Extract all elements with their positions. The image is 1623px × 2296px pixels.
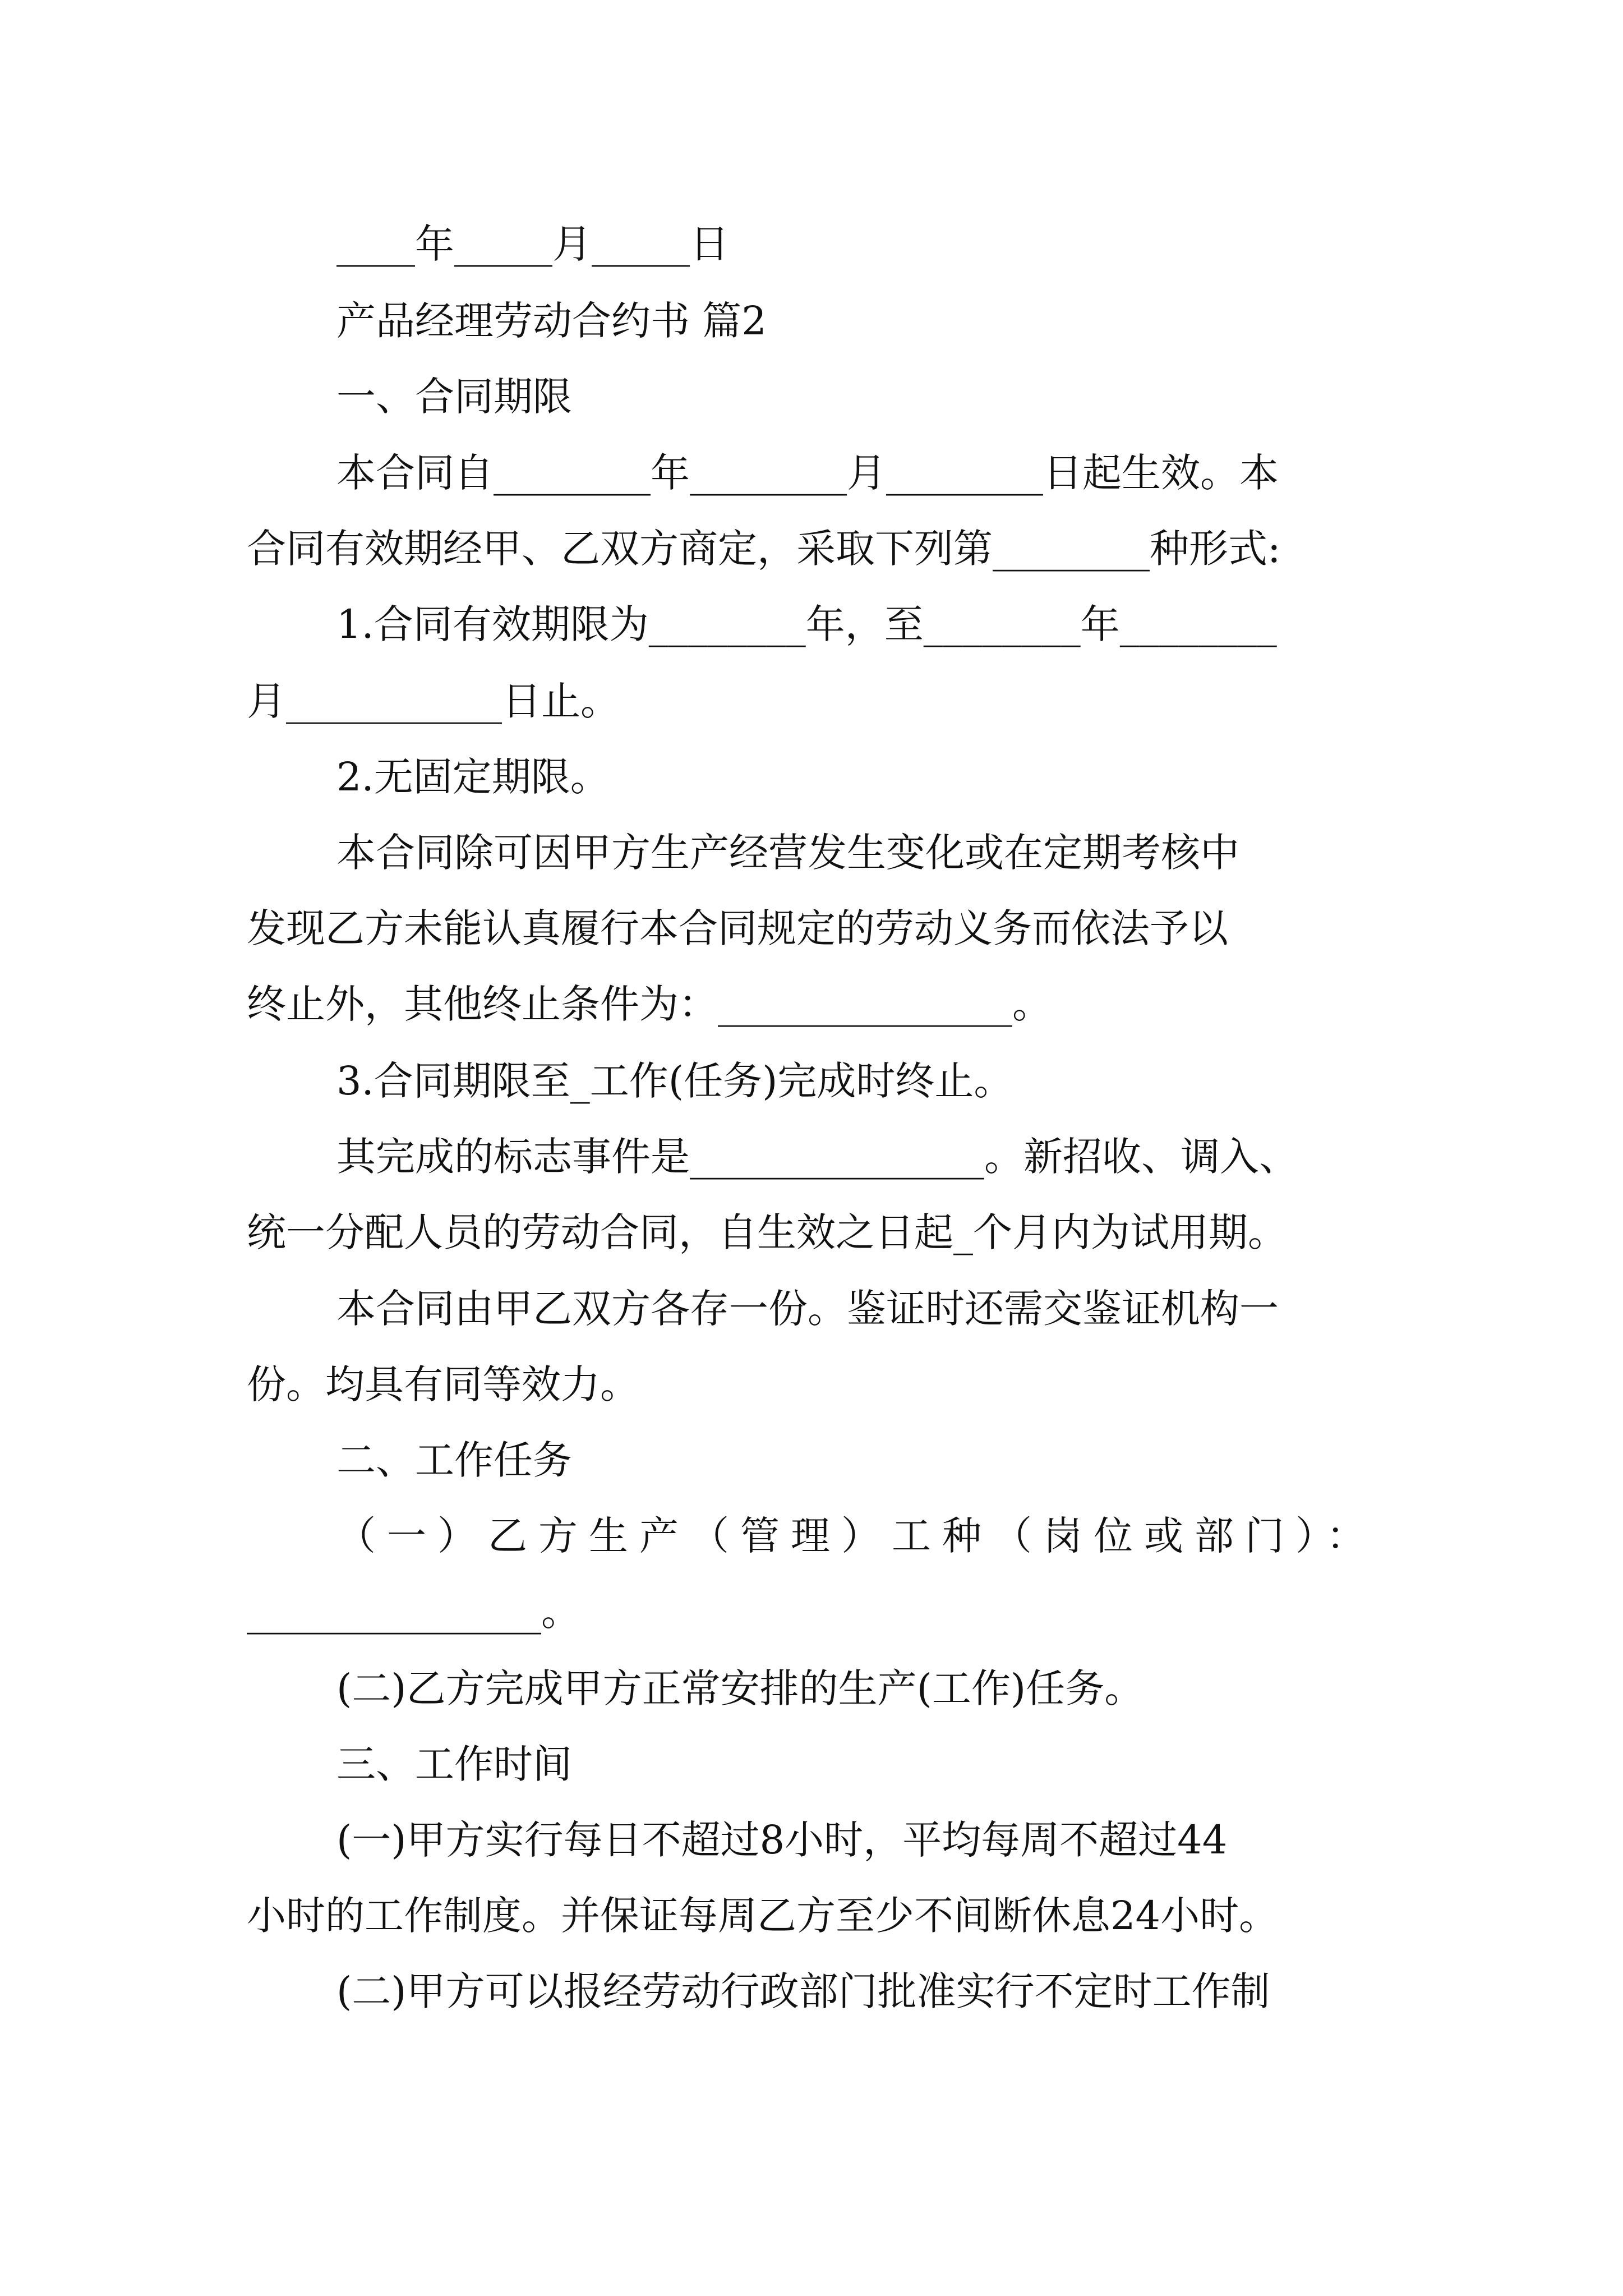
paragraph-line: 本合同由甲乙双方各存一份。鉴证时还需交鉴证机构一	[336, 1286, 1279, 1332]
paragraph-line: 月___________日止。	[247, 678, 620, 724]
paragraph-line: 1.合同有效期限为________年，至________年________	[336, 601, 1277, 647]
paragraph-line: （一）乙方生产（管理）工种（岗位或部门）：	[336, 1513, 1377, 1559]
paragraph-line: 本合同除可因甲方生产经营发生变化或在定期考核中	[336, 830, 1239, 876]
paragraph-line: (二)甲方可以报经劳动行政部门批准实行不定时工作制	[336, 1968, 1270, 2014]
paragraph-line: 2.无固定期限。	[336, 754, 610, 800]
document-title: 产品经理劳动合约书 篇2	[336, 298, 767, 344]
paragraph-line: 合同有效期经甲、乙双方商定，采取下列第________种形式:	[247, 526, 1281, 572]
section-heading-contract-term: 一、合同期限	[336, 374, 572, 420]
paragraph-line: (二)乙方完成甲方正常安排的生产(工作)任务。	[336, 1665, 1144, 1711]
paragraph-line: 份。均具有同等效力。	[247, 1361, 639, 1407]
paragraph-line: 发现乙方未能认真履行本合同规定的劳动义务而依法予以	[247, 905, 1228, 951]
paragraph-line: 小时的工作制度。并保证每周乙方至少不间断休息24小时。	[247, 1893, 1279, 1939]
paragraph-line: 3.合同期限至_工作(任务)完成时终止。	[336, 1058, 1013, 1104]
section-heading-work-tasks: 二、工作任务	[336, 1437, 572, 1483]
date-line: ____年_____月_____日	[336, 221, 729, 267]
paragraph-line: 其完成的标志事件是_______________。新招收、调入、	[336, 1134, 1298, 1180]
paragraph-line: (一)甲方实行每日不超过8小时，平均每周不超过44	[336, 1817, 1228, 1863]
section-heading-work-hours: 三、工作时间	[336, 1741, 572, 1787]
paragraph-line: 终止外，其他终止条件为：_______________。	[247, 981, 1052, 1027]
paragraph-line: _______________。	[247, 1589, 580, 1635]
paragraph-line: 统一分配人员的劳动合同，自生效之日起_个月内为试用期。	[247, 1209, 1287, 1255]
paragraph-line: 本合同自________年________月________日起生效。本	[336, 450, 1279, 496]
